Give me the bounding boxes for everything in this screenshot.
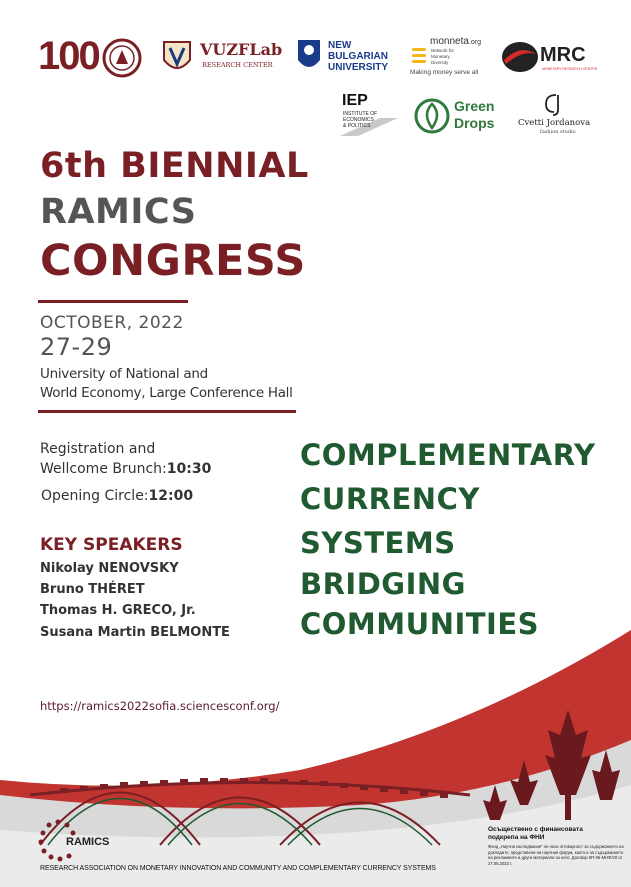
cvetti-logo <box>518 92 596 136</box>
registration-time: 10:30 <box>166 461 212 477</box>
nbu-line2: BULGARIAN <box>328 51 388 62</box>
monneta-name <box>430 36 481 47</box>
vuzf-crest-icon <box>162 38 192 76</box>
theme-line4: BRIDGING <box>300 567 466 601</box>
funding-note <box>488 826 628 866</box>
monneta-tagline: Making money serve all <box>410 69 479 76</box>
speaker-1: Nikolay NENOVSKY <box>40 561 179 576</box>
nbu-line3: UNIVERSITY <box>328 62 389 73</box>
funding-line1: Осъществено с финансовата <box>488 826 583 833</box>
monneta-sub3: Diversity <box>431 60 449 65</box>
nbu-logo <box>296 38 396 78</box>
vuzflab-subtitle: RESEARCH CENTER <box>202 61 273 69</box>
association-name: RESEARCH ASSOCIATION ON MONETARY INNOVATION AND COMMUNITY AND COMPLEMENTARY CURRENCY SYSTEMS <box>40 865 436 872</box>
nbu-emblem-icon <box>296 38 322 74</box>
title-divider-bottom <box>38 410 296 413</box>
iep-sub3: & POLITICS <box>343 123 371 129</box>
monneta-sub1: Network for <box>431 48 455 53</box>
iep-sub2: ECONOMICS <box>343 117 374 123</box>
vuzflab-title: VUZFLab <box>200 40 283 59</box>
funding-disclaimer: Фонд „Научни изследвания“ не носи отговорност за съдържанието на докладите, представени на научния форум, както и за съдържанието на рекламните и други материали за него. Договор КП-06-МНФ/20 от 27.05.2022 г. <box>488 844 624 866</box>
registration-line1: Registration and <box>40 441 156 457</box>
opening-time: 12:00 <box>148 488 194 504</box>
title-line2: RAMICS <box>40 192 197 232</box>
theme-line3: SYSTEMS <box>300 526 456 560</box>
unwe-seal-icon <box>102 36 142 80</box>
centenary-logo <box>38 36 142 80</box>
greendrops-line1: Green <box>454 98 495 114</box>
nbu-line1: NEW <box>328 40 352 51</box>
mrc-name: MRC <box>540 44 586 66</box>
title-divider-top <box>38 300 188 303</box>
speaker-3: Thomas H. GRECO, Jr. <box>40 603 196 618</box>
mrc-subtitle: MONETARY RESEARCH CENTER <box>542 67 598 71</box>
cvetti-name: Cvetti Jordanova <box>518 118 591 128</box>
theme-line1: COMPLEMENTARY <box>300 438 596 472</box>
monneta-name-main: monneta <box>430 36 469 47</box>
monneta-logo <box>410 36 496 80</box>
funding-line2: подкрепа на ФНИ <box>488 834 545 841</box>
opening-line <box>41 488 193 504</box>
conference-url-link[interactable]: https://ramics2022sofia.sciencesconf.org/ <box>40 699 280 713</box>
speaker-2: Bruno THÉRET <box>40 582 145 597</box>
speaker-4: Susana Martin BELMONTE <box>40 625 230 640</box>
centenary-number: 100 <box>38 34 99 78</box>
cvetti-monogram-icon <box>542 92 564 116</box>
iep-logo <box>340 94 398 138</box>
iep-name: IEP <box>342 92 368 109</box>
mrc-logo <box>500 38 604 78</box>
greendrops-logo <box>414 96 506 136</box>
mrc-swoosh-icon <box>500 40 540 74</box>
event-days: 27-29 <box>40 333 113 361</box>
monneta-sub2: Monetary <box>431 54 450 59</box>
opening-label: Opening Circle: <box>41 488 149 504</box>
registration-line2 <box>40 461 211 477</box>
theme-line5: COMMUNITIES <box>300 607 540 641</box>
cvetti-subtitle: fashion studio <box>540 129 576 135</box>
title-line1: 6th BIENNIAL <box>40 146 309 186</box>
title-line3: CONGRESS <box>40 236 306 286</box>
venue-line2: World Economy, Large Conference Hall <box>40 385 293 401</box>
monneta-name-suffix: .org <box>468 39 481 46</box>
theme-line2: CURRENCY <box>300 482 480 516</box>
greendrops-leaf-icon <box>414 96 450 134</box>
event-month-year: OCTOBER, 2022 <box>40 313 184 333</box>
ramics-footer-logo <box>38 818 138 862</box>
greendrops-line2: Drops <box>454 115 495 131</box>
iep-sub1: INSTITUTE OF <box>343 111 378 117</box>
key-speakers-heading: KEY SPEAKERS <box>40 535 183 555</box>
registration-label: Wellcome Brunch: <box>40 461 167 477</box>
ramics-footer-name: RAMICS <box>66 836 110 848</box>
venue-line1: University of National and <box>40 366 208 382</box>
monneta-coins-icon <box>410 46 428 66</box>
vuzflab-logo <box>162 38 282 78</box>
